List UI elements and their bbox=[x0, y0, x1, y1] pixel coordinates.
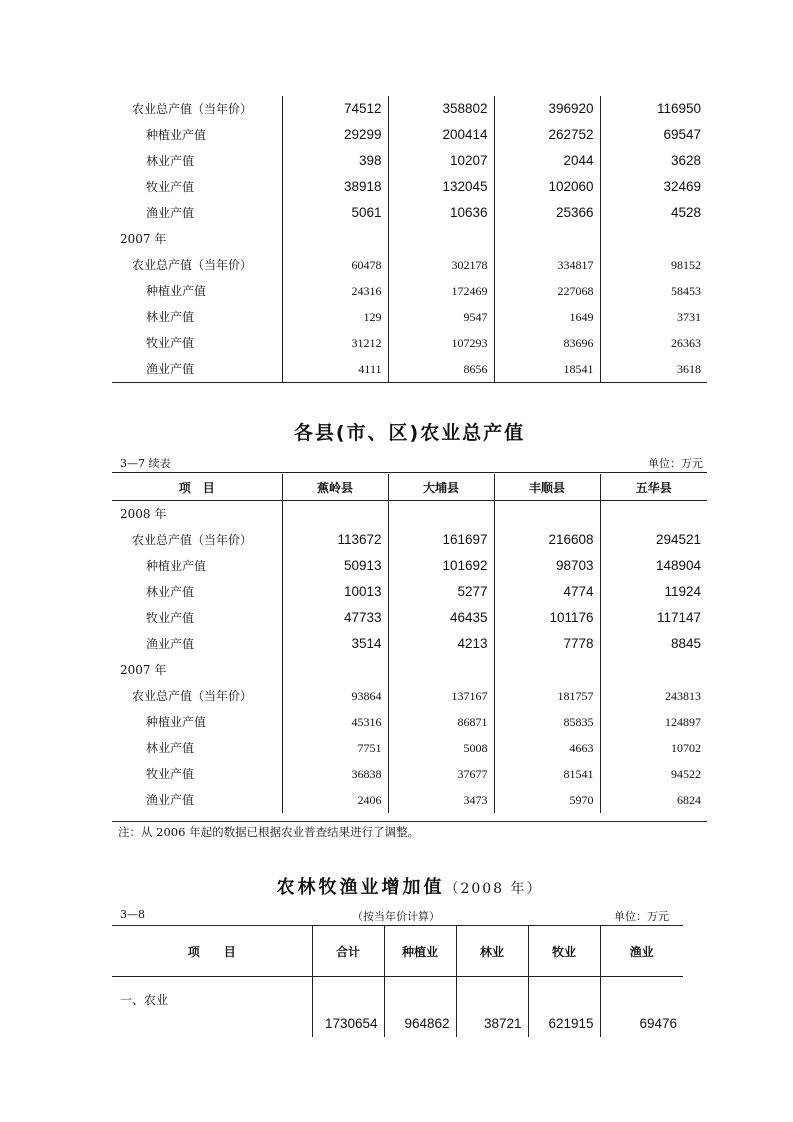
table-top-bottom-rule bbox=[112, 382, 707, 383]
cell-value: 38918 bbox=[282, 174, 388, 200]
cell-value: 24316 bbox=[282, 278, 388, 304]
table-row bbox=[112, 252, 707, 278]
cell-value: 227068 bbox=[494, 278, 600, 304]
table-row bbox=[112, 553, 707, 579]
cell-value: 31212 bbox=[282, 330, 388, 356]
cell-value: 132045 bbox=[388, 174, 494, 200]
cell-value: 4111 bbox=[282, 356, 388, 382]
row-label: 农业总产值（当年价） bbox=[132, 533, 253, 547]
cell-value: 10702 bbox=[600, 735, 707, 761]
header-item: 项 目 bbox=[178, 480, 215, 495]
cell-value: 3731 bbox=[600, 304, 707, 330]
cell-value: 137167 bbox=[388, 683, 494, 709]
cell-value: 216608 bbox=[494, 527, 600, 553]
cell-value: 101176 bbox=[494, 605, 600, 631]
cell-value: 60478 bbox=[282, 252, 388, 278]
cell-value: 93864 bbox=[282, 683, 388, 709]
cell-value bbox=[494, 501, 600, 528]
row-label: 种植业产值 bbox=[146, 128, 207, 142]
cell-value: 3473 bbox=[388, 787, 494, 813]
cell-value: 10636 bbox=[388, 200, 494, 226]
cell-value: 3618 bbox=[600, 356, 707, 382]
cell-value bbox=[282, 501, 388, 528]
cell-value bbox=[388, 501, 494, 528]
cell-value: 294521 bbox=[600, 527, 707, 553]
cell-value: 4213 bbox=[388, 631, 494, 657]
row-label: 林业产值 bbox=[146, 741, 195, 755]
table-row bbox=[112, 631, 707, 657]
cell-value: 161697 bbox=[388, 527, 494, 553]
row-label: 林业产值 bbox=[146, 310, 195, 324]
cell-value: 58453 bbox=[600, 278, 707, 304]
cell-value: 26363 bbox=[600, 330, 707, 356]
table-top bbox=[112, 96, 707, 382]
table-row bbox=[112, 709, 707, 735]
header-dabu: 大埔县 bbox=[388, 474, 494, 501]
table-row bbox=[112, 200, 707, 226]
cell-value: 9547 bbox=[388, 304, 494, 330]
row-label: 渔业产值 bbox=[146, 793, 195, 807]
row-label: 渔业产值 bbox=[146, 206, 195, 220]
cell-value: 116950 bbox=[600, 96, 707, 122]
table-row bbox=[112, 977, 683, 1038]
row-label: 牧业产值 bbox=[146, 611, 195, 625]
section2-code: 3—7 续表 bbox=[120, 457, 171, 470]
cell-value: 47733 bbox=[282, 605, 388, 631]
cell-value: 94522 bbox=[600, 761, 707, 787]
cell-fishery: 69476 bbox=[600, 977, 683, 1038]
cell-value: 50913 bbox=[282, 553, 388, 579]
cell-value: 83696 bbox=[494, 330, 600, 356]
row-label: 种植业产值 bbox=[146, 559, 207, 573]
row-label: 林业产值 bbox=[146, 154, 195, 168]
cell-value: 101692 bbox=[388, 553, 494, 579]
cell-value: 243813 bbox=[600, 683, 707, 709]
cell-value: 148904 bbox=[600, 553, 707, 579]
cell-value: 10207 bbox=[388, 148, 494, 174]
cell-value: 29299 bbox=[282, 122, 388, 148]
row-label: 农业总产值（当年价） bbox=[132, 258, 253, 272]
row-label: 牧业产值 bbox=[146, 180, 195, 194]
cell-value: 69547 bbox=[600, 122, 707, 148]
cell-value: 358802 bbox=[388, 96, 494, 122]
cell-value: 37677 bbox=[388, 761, 494, 787]
row-label: 农业总产值（当年价） bbox=[132, 102, 253, 116]
section2-bottom-rule bbox=[112, 821, 707, 822]
cell-forestry: 38721 bbox=[456, 977, 528, 1038]
cell-value bbox=[600, 226, 707, 252]
cell-value: 302178 bbox=[388, 252, 494, 278]
table-row bbox=[112, 96, 707, 122]
table-county-output bbox=[112, 474, 707, 813]
cell-value: 4774 bbox=[494, 579, 600, 605]
header3-item: 项 目 bbox=[187, 944, 236, 959]
cell-value bbox=[600, 501, 707, 528]
cell-value: 11924 bbox=[600, 579, 707, 605]
cell-planting: 964862 bbox=[384, 977, 456, 1038]
table-row bbox=[112, 226, 707, 252]
cell-value: 172469 bbox=[388, 278, 494, 304]
cell-value bbox=[600, 657, 707, 683]
cell-value: 4663 bbox=[494, 735, 600, 761]
cell-value: 334817 bbox=[494, 252, 600, 278]
table-row bbox=[112, 683, 707, 709]
section2-top-rule bbox=[112, 472, 707, 473]
section3-title-wrap bbox=[112, 873, 707, 899]
cell-value bbox=[388, 657, 494, 683]
cell-total: 1730654 bbox=[312, 977, 384, 1038]
cell-value: 262752 bbox=[494, 122, 600, 148]
section3-code: 3—8 bbox=[120, 908, 145, 921]
cell-value: 398 bbox=[282, 148, 388, 174]
cell-value: 5277 bbox=[388, 579, 494, 605]
cell-value: 102060 bbox=[494, 174, 600, 200]
cell-value: 5970 bbox=[494, 787, 600, 813]
cell-value: 6824 bbox=[600, 787, 707, 813]
cell-value: 36838 bbox=[282, 761, 388, 787]
table-row bbox=[112, 761, 707, 787]
cell-value: 32469 bbox=[600, 174, 707, 200]
cell-value: 1649 bbox=[494, 304, 600, 330]
cell-value: 5008 bbox=[388, 735, 494, 761]
row-label: 2007 年 bbox=[120, 663, 167, 677]
cell-value: 2406 bbox=[282, 787, 388, 813]
table-row bbox=[112, 657, 707, 683]
cell-value: 181757 bbox=[494, 683, 600, 709]
cell-value bbox=[388, 226, 494, 252]
table-row bbox=[112, 735, 707, 761]
cell-value: 129 bbox=[282, 304, 388, 330]
cell-value bbox=[282, 657, 388, 683]
table-row bbox=[112, 278, 707, 304]
cell-value: 98152 bbox=[600, 252, 707, 278]
cell-value: 124897 bbox=[600, 709, 707, 735]
cell-value: 85835 bbox=[494, 709, 600, 735]
cell-value bbox=[282, 226, 388, 252]
cell-value: 8656 bbox=[388, 356, 494, 382]
row-label: 2008 年 bbox=[120, 507, 167, 521]
cell-value: 45316 bbox=[282, 709, 388, 735]
cell-value: 98703 bbox=[494, 553, 600, 579]
row-label: 农业总产值（当年价） bbox=[132, 689, 253, 703]
section3-unit: 单位：万元 bbox=[614, 910, 669, 923]
section2-note: 注：从 2006 年起的数据已根据农业普查结果进行了调整。 bbox=[118, 825, 420, 839]
cell-value: 113672 bbox=[282, 527, 388, 553]
table-row bbox=[112, 356, 707, 382]
section3-subtitle: （按当年价计算） bbox=[352, 910, 440, 923]
table-row bbox=[112, 122, 707, 148]
cell-value: 2044 bbox=[494, 148, 600, 174]
cell-value: 81541 bbox=[494, 761, 600, 787]
cell-value: 3628 bbox=[600, 148, 707, 174]
section3-title: 农林牧渔业增加值 bbox=[276, 877, 445, 898]
header3-forestry: 林业 bbox=[456, 926, 528, 977]
table-row bbox=[112, 148, 707, 174]
header-wuhua: 五华县 bbox=[600, 474, 707, 501]
row-label: 种植业产值 bbox=[146, 715, 207, 729]
cell-value: 396920 bbox=[494, 96, 600, 122]
table-row bbox=[112, 605, 707, 631]
row-label: 林业产值 bbox=[146, 585, 195, 599]
row-label: 种植业产值 bbox=[146, 284, 207, 298]
header3-planting: 种植业 bbox=[384, 926, 456, 977]
cell-value: 107293 bbox=[388, 330, 494, 356]
row-label: 牧业产值 bbox=[146, 767, 195, 781]
cell-value: 46435 bbox=[388, 605, 494, 631]
row-label: 渔业产值 bbox=[146, 637, 195, 651]
table-row bbox=[112, 579, 707, 605]
cell-value: 74512 bbox=[282, 96, 388, 122]
cell-value: 4528 bbox=[600, 200, 707, 226]
table-value-added bbox=[112, 926, 683, 1037]
table-row bbox=[112, 787, 707, 813]
cell-value: 25366 bbox=[494, 200, 600, 226]
table-row bbox=[112, 174, 707, 200]
row-label: 渔业产值 bbox=[146, 362, 195, 376]
cell-value: 10013 bbox=[282, 579, 388, 605]
cell-value: 8845 bbox=[600, 631, 707, 657]
header-jiaoling: 蕉岭县 bbox=[282, 474, 388, 501]
cell-value: 18541 bbox=[494, 356, 600, 382]
header3-fishery: 渔业 bbox=[600, 926, 683, 977]
header3-animal: 牧业 bbox=[528, 926, 600, 977]
section3-title-year: （2008 年） bbox=[444, 881, 543, 897]
table-row bbox=[112, 330, 707, 356]
cell-value: 5061 bbox=[282, 200, 388, 226]
cell-value bbox=[494, 226, 600, 252]
cell-value: 86871 bbox=[388, 709, 494, 735]
header3-total: 合计 bbox=[312, 926, 384, 977]
row-label: 牧业产值 bbox=[146, 336, 195, 350]
cell-value: 7751 bbox=[282, 735, 388, 761]
row-label: 一、农业 bbox=[120, 993, 169, 1007]
cell-value: 200414 bbox=[388, 122, 494, 148]
header-fengshun: 丰顺县 bbox=[494, 474, 600, 501]
table-row bbox=[112, 527, 707, 553]
cell-value: 3514 bbox=[282, 631, 388, 657]
cell-animal: 621915 bbox=[528, 977, 600, 1038]
section2-title: 各县(市、区)农业总产值 bbox=[293, 422, 526, 444]
table-row bbox=[112, 304, 707, 330]
cell-value bbox=[494, 657, 600, 683]
section2-unit: 单位：万元 bbox=[648, 457, 703, 470]
cell-value: 7778 bbox=[494, 631, 600, 657]
cell-value: 117147 bbox=[600, 605, 707, 631]
row-label: 2007 年 bbox=[120, 232, 167, 246]
table-row bbox=[112, 501, 707, 528]
